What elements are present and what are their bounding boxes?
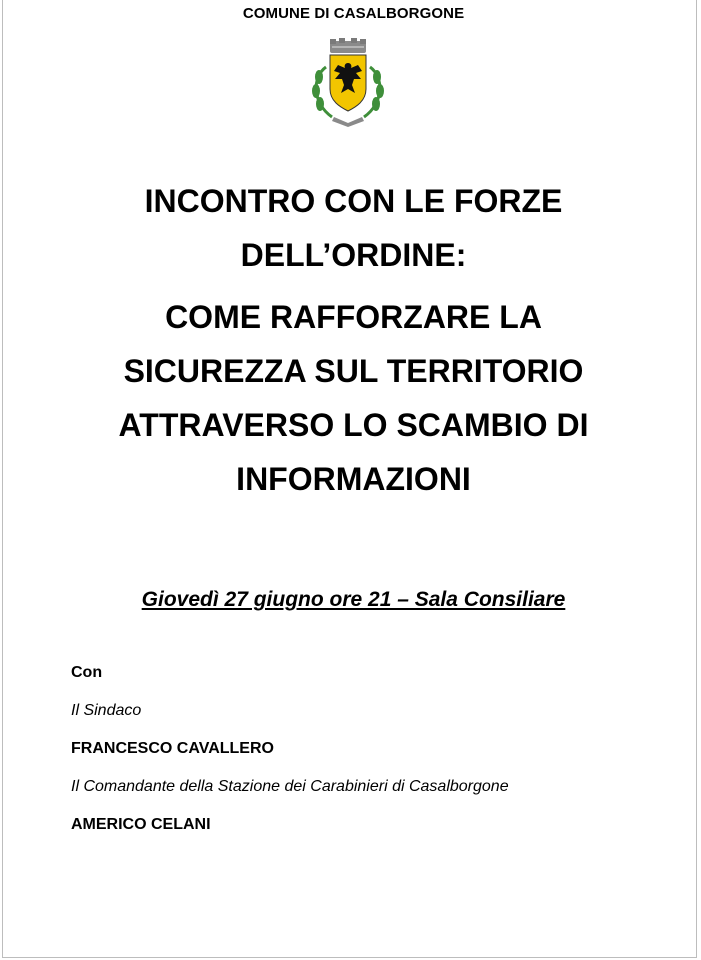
document-page	[2, 0, 697, 958]
subtitle-line-3: ATTRAVERSO LO SCAMBIO DI	[118, 407, 589, 443]
event-title	[43, 174, 664, 506]
speakers-intro: Con	[71, 664, 103, 681]
coat-of-arms-icon	[308, 37, 388, 129]
title-line-2: DELL’ORDINE:	[240, 237, 467, 273]
municipality-name: COMUNE DI CASALBORGONE	[242, 5, 465, 22]
speaker-role-mayor: Il Sindaco	[71, 702, 142, 719]
subtitle-line-2: SICUREZZA SUL TERRITORIO	[123, 353, 584, 389]
title-line-1: INCONTRO CON LE FORZE	[144, 183, 563, 219]
speaker-role-commander: Il Comandante della Stazione dei Carabinieri di Casalborgone	[71, 778, 509, 795]
speaker-name-mayor: FRANCESCO CAVALLERO	[71, 740, 274, 757]
speakers-list	[71, 660, 691, 850]
subtitle-line-4: INFORMAZIONI	[236, 461, 471, 497]
subtitle-line-1: COME RAFFORZARE LA	[165, 299, 542, 335]
event-date-place: Giovedì 27 giugno ore 21 – Sala Consiliare	[141, 588, 566, 611]
speaker-name-commander: AMERICO CELANI	[71, 816, 211, 833]
